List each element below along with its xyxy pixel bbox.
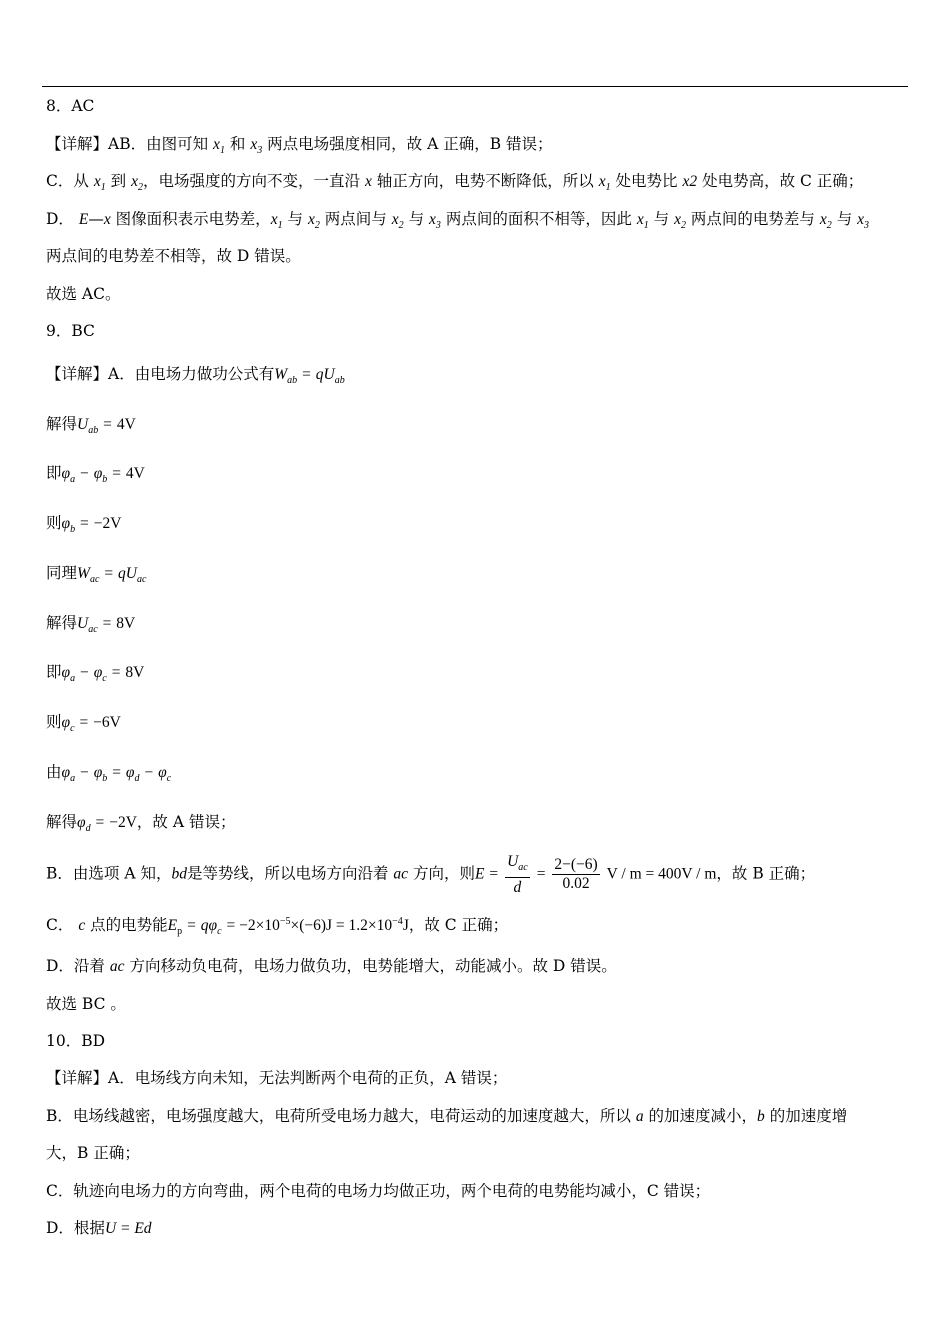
q8-option-ab: 【详解】AB．由图可知 $x_1$ 和 $x_3$ 两点电场强度相同，故 A 正确，B 错误； bbox=[46, 135, 553, 157]
q9-step-phi-ac: 即$\varphi_a - \varphi_c = 8V$ bbox=[46, 663, 145, 685]
q9-step-uab: 解得$U_{ab} = 4V$ bbox=[46, 415, 136, 437]
fraction-numeric: $\frac{2-(-6)}{0.02}$ bbox=[554, 856, 598, 893]
q9-step-uac: 解得$U_{ac} = 8V$ bbox=[46, 614, 136, 636]
q10-option-c: C．轨迹向电场力的方向弯曲，两个电荷的电场力均做正功，两个电荷的电势能均减小，C 错误； bbox=[46, 1182, 711, 1200]
q9-option-a: 【详解】A．由电场力做功公式有$W_{ab} = qU_{ab}$ bbox=[46, 365, 345, 387]
fraction-uac-d: $\frac{U_{ac}}{d}$ bbox=[507, 853, 528, 897]
q8-option-d: D． E—x 图像面积表示电势差，$x_1$ 与 $x_2$ 两点间与 $x_2$ 与 $x_3$ 两点间的面积不相等，因此 $x_1$ 与 $x_2$ 两点间的电势差与 $x_2$ 与 $x_3$ bbox=[46, 210, 870, 232]
q8-choice: 故选 AC。 bbox=[46, 285, 121, 303]
q9-answer: 9．BC bbox=[46, 322, 95, 340]
q8-option-c: C．从 $x_1$ 到 $x_2$，电场强度的方向不变，一直沿 x 轴正方向，电势不断降低，所以 $x_1$ 处电势比 x2 处电势高，故 C 正确； bbox=[46, 172, 864, 194]
q10-option-a: 【详解】A．电场线方向未知，无法判断两个电荷的正负，A 错误； bbox=[46, 1069, 508, 1087]
q10-answer: 10．BD bbox=[46, 1032, 106, 1050]
q8-option-d-cont: 两点间的电势差不相等，故 D 错误。 bbox=[46, 247, 301, 265]
q9-step-wac: 同理$W_{ac} = qU_{ac}$ bbox=[46, 564, 147, 586]
q9-option-d: D．沿着 ac 方向移动负电荷，电场力做负功，电势能增大，动能减小。故 D 错误。 bbox=[46, 957, 617, 975]
q9-option-c: C． c 点的电势能$E_p = q\varphi_c = -2\times 10^{-5}\times(-6)J = 1.2\times 10^{-4}J$，故 C 正确； bbox=[46, 916, 509, 938]
q10-option-d: D．根据U = Ed bbox=[46, 1219, 152, 1237]
q9-step-relation: 由$\varphi_a - \varphi_b = \varphi_d - \varphi_c$ bbox=[46, 763, 172, 785]
q10-option-b: B．电场线越密，电场强度越大，电荷所受电场力越大，电荷运动的加速度越大，所以 a 的加速度减小，b 的加速度增 bbox=[46, 1107, 848, 1125]
q9-choice: 故选 BC 。 bbox=[46, 995, 126, 1013]
q9-step-phi-d: 解得$\varphi_d = -2V$，故 A 错误； bbox=[46, 813, 236, 835]
q9-option-b: B．由选项 A 知，bd是等势线，所以电场方向沿着 ac 方向，则E = $\frac{U_{ac}}{d}$ = $\frac{2-(-6)}{0.02}$ V / m = 400V / m，故 B 正确； bbox=[46, 853, 816, 897]
q9-step-phi-c: 则$\varphi_c = -6V$ bbox=[46, 713, 121, 735]
q9-step-phi-ab: 即$\varphi_a - \varphi_b = 4V$ bbox=[46, 464, 145, 486]
q9-step-phi-b: 则$\varphi_b = -2V$ bbox=[46, 514, 122, 536]
q10-option-b-cont: 大，B 正确； bbox=[46, 1144, 140, 1162]
q8-answer: 8．AC bbox=[46, 97, 95, 115]
header-rule bbox=[42, 86, 908, 87]
